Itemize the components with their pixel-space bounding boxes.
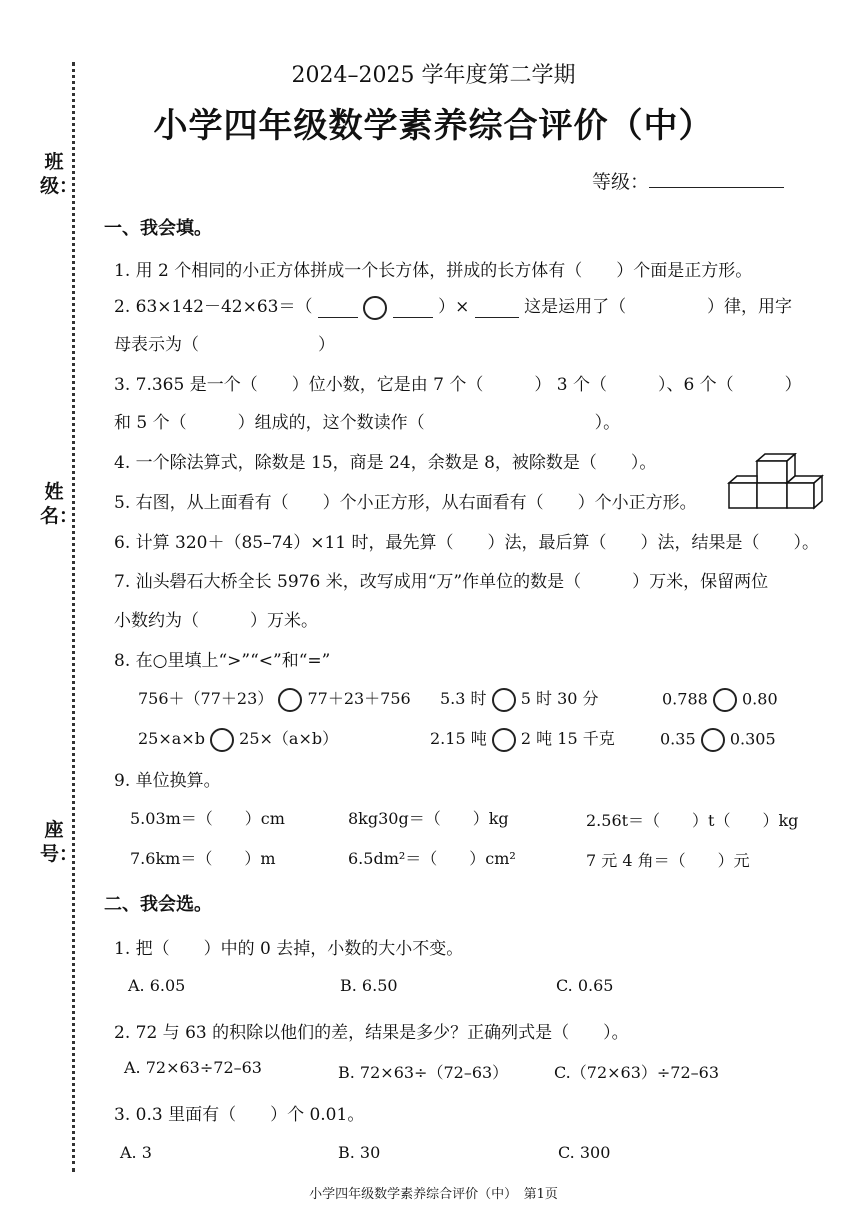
blank[interactable] xyxy=(393,297,433,318)
question-1-6: 6. 计算 320＋（85–74）×11 时，最先算（ ）法，最后算（ ）法，结果是（ ）。 xyxy=(114,533,820,553)
compare-circle[interactable] xyxy=(278,688,302,712)
question-2-1: 1. 把（ ）中的 0 去掉，小数的大小不变。 xyxy=(114,939,464,959)
question-1-5: 5. 右图，从上面看有（ ）个小正方形，从右面看有（ ）个小正方形。 xyxy=(114,493,697,513)
compare-circle[interactable] xyxy=(210,728,234,752)
option-c[interactable]: C. 300 xyxy=(558,1143,611,1162)
class-label: 班级： xyxy=(40,151,79,197)
option-b[interactable]: B. 6.50 xyxy=(340,976,398,995)
option-b[interactable]: B. 72×63÷（72–63） xyxy=(338,1063,509,1082)
compare-item: 0.35 0.305 xyxy=(660,728,776,752)
question-1-3: 3. 7.365 是一个（ ）位小数，它是由 7 个（ ） 3 个（ ）、6 个（ ） xyxy=(114,375,802,395)
question-1-2: 2. 63×142－42×63＝（ ）× 这是运用了（ ）律，用字 xyxy=(114,292,792,320)
question-2-2: 2. 72 与 63 的积除以他们的差，结果是多少？正确列式是（ ）。 xyxy=(114,1023,629,1043)
question-1-1: 1. 用 2 个相同的小正方体拼成一个长方体，拼成的长方体有（ ）个面是正方形。 xyxy=(114,261,753,281)
compare-circle[interactable] xyxy=(713,688,737,712)
option-a[interactable]: A. 3 xyxy=(120,1143,152,1162)
question-1-8: 8. 在○里填上“>”“<”和“=” xyxy=(114,651,331,671)
unit-conversion-item: 7.6km＝（ ）m xyxy=(130,849,276,868)
unit-conversion-item: 8kg30g＝（ ）kg xyxy=(348,809,509,828)
option-a[interactable]: A. 6.05 xyxy=(128,976,186,995)
unit-conversion-item: 6.5dm²＝（ ）cm² xyxy=(348,849,516,868)
unit-conversion-item: 5.03m＝（ ）cm xyxy=(130,809,285,828)
section2-title: 二、我会选。 xyxy=(104,894,212,915)
page-footer: 小学四年级数学素养综合评价（中） 第1页 xyxy=(309,1187,558,1202)
blank[interactable] xyxy=(475,297,519,318)
option-a[interactable]: A. 72×63÷72–63 xyxy=(124,1058,262,1077)
unit-conversion-item: 7 元 4 角＝（ ）元 xyxy=(586,851,750,870)
compare-item: 5.3 时 5 时 30 分 xyxy=(440,686,599,712)
question-1-7: 7. 汕头礐石大桥全长 5976 米，改写成用“万”作单位的数是（ ）万米，保留两位 xyxy=(114,572,769,592)
binding-dotted-line xyxy=(72,62,75,1172)
question-1-4: 4. 一个除法算式，除数是 15，商是 24，余数是 8，被除数是（ ）。 xyxy=(114,453,657,473)
option-c[interactable]: C. 0.65 xyxy=(556,976,614,995)
grade-blank[interactable] xyxy=(649,173,784,188)
compare-item: 0.788 0.80 xyxy=(662,688,778,712)
compare-item: 25×a×b 25×（a×b） xyxy=(138,726,338,752)
grade-label: 等级： xyxy=(592,171,650,193)
question-1-7-cont: 小数约为（ ）万米。 xyxy=(114,611,318,631)
grade-field xyxy=(592,167,784,194)
section1-title: 一、我会填。 xyxy=(104,218,212,239)
seat-label: 座号： xyxy=(40,819,79,865)
exam-title: 小学四年级数学素养综合评价（中） xyxy=(153,106,714,146)
blank[interactable] xyxy=(318,297,358,318)
compare-circle[interactable] xyxy=(701,728,725,752)
compare-item: 2.15 吨 2 吨 15 千克 xyxy=(430,726,615,752)
name-label: 姓名： xyxy=(40,481,79,527)
cube-stack-figure xyxy=(727,453,827,515)
compare-item: 756＋（77＋23） 77＋23＋756 xyxy=(138,686,411,712)
unit-conversion-item: 2.56t＝（ ）t（ ）kg xyxy=(586,811,799,830)
compare-circle[interactable] xyxy=(492,728,516,752)
question-2-3: 3. 0.3 里面有（ ）个 0.01。 xyxy=(114,1105,365,1125)
option-b[interactable]: B. 30 xyxy=(338,1143,381,1162)
question-1-3-cont: 和 5 个（ ）组成的，这个数读作（ ）。 xyxy=(114,413,621,433)
question-1-2-cont: 母表示为（ ） xyxy=(114,335,335,355)
option-c[interactable]: C.（72×63）÷72–63 xyxy=(554,1063,720,1082)
school-year: 2024–2025 学年度第二学期 xyxy=(291,63,576,88)
question-1-9: 9. 单位换算。 xyxy=(114,771,221,791)
compare-circle[interactable] xyxy=(492,688,516,712)
operator-circle[interactable] xyxy=(363,296,387,320)
